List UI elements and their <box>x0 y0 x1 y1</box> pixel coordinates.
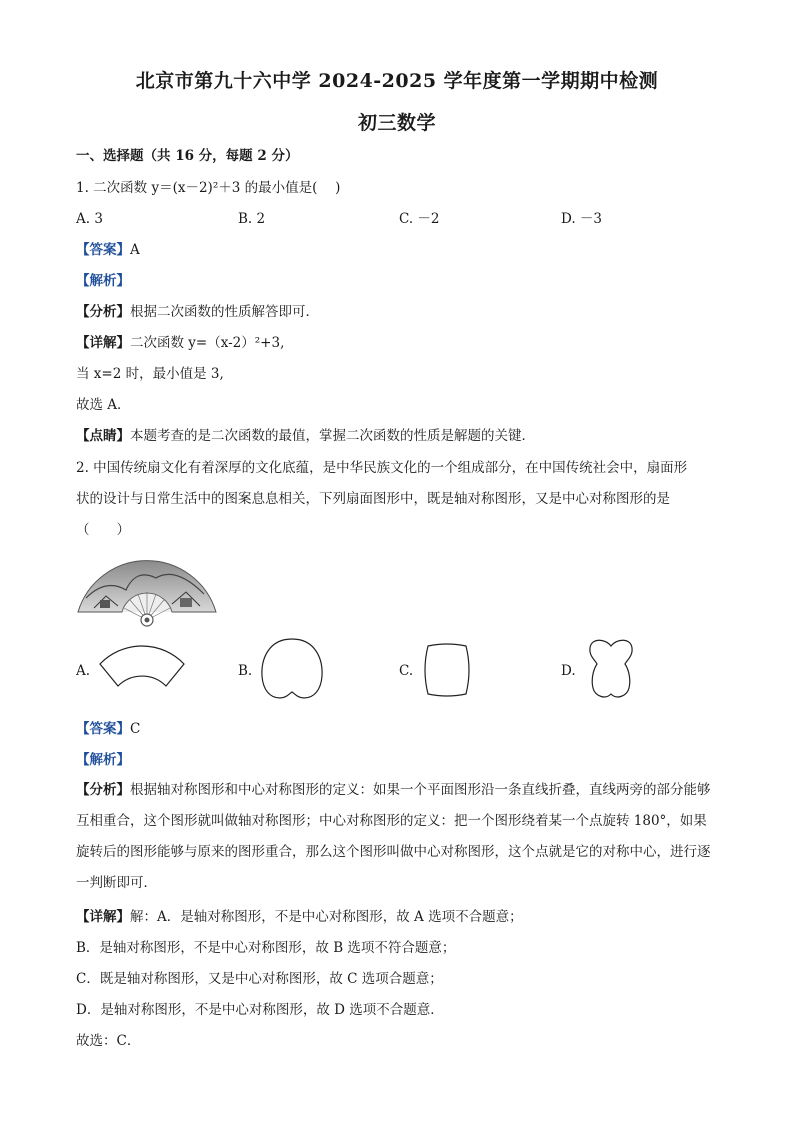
q2-solution-d: D．是轴对称图形，不是中心对称图形，故 D 选项不合题意． <box>76 1002 444 1018</box>
q1-answer-line <box>76 241 140 259</box>
q1-answer: A <box>130 242 140 258</box>
q1-analysis-tag <box>76 272 130 290</box>
q1-fenxi-line <box>76 303 319 321</box>
q2-stem-line3: （ ） <box>76 522 130 538</box>
q1-stem: 1. 二次函数 y＝(x－2)²＋3 的最小值是( ) <box>76 180 341 196</box>
q1-dianjing: 本题考查的是二次函数的最值，掌握二次函数的性质是解题的关键． <box>130 428 535 444</box>
q1-solution-line3: 故选 A． <box>76 397 131 413</box>
fan-shape-b <box>258 636 326 702</box>
q2-option-b-label: B. <box>238 663 253 679</box>
dianjing-tag: 【点睛】 <box>76 428 130 444</box>
q2-option-d-label: D. <box>561 663 576 679</box>
fan-illustration <box>76 548 218 630</box>
fenxi-tag: 【分析】 <box>76 304 130 320</box>
page-subtitle: 初三数学 <box>357 112 436 134</box>
q2-solution-c: C．既是轴对称图形，又是中心对称图形，故 C 选项合题意； <box>76 971 443 987</box>
fan-shape-c <box>422 642 472 698</box>
q1-xiangjie: 二次函数 y=（x-2）²+3, <box>130 335 285 351</box>
answer-tag: 【答案】 <box>76 721 130 737</box>
answer-tag: 【答案】 <box>76 242 130 258</box>
xiangjie-tag: 【详解】 <box>76 335 130 351</box>
q2-stem-line1: 2. 中国传统扇文化有着深厚的文化底蕴，是中华民族文化的一个组成部分，在中国传统社会中，扇面形 <box>76 460 688 476</box>
q2-solution-b: B．是轴对称图形，不是中心对称图形，故 B 选项不符合题意； <box>76 940 456 956</box>
q2-xiangjie-line <box>76 908 523 926</box>
q2-xiangjie: 解：A．是轴对称图形，不是中心对称图形，故 A 选项不合题意； <box>130 909 523 925</box>
q2-option-c-label: C. <box>399 663 414 679</box>
q2-answer: C <box>130 721 141 737</box>
analysis-tag: 【解析】 <box>76 273 130 289</box>
page-title: 北京市第九十六中学 2024-2025 学年度第一学期期中检测 <box>135 70 659 92</box>
q1-dianjing-line <box>76 427 535 445</box>
q1-option-d: D. －3 <box>561 211 603 227</box>
fan-shape-d <box>583 636 639 702</box>
q2-fenxi-paragraph <box>76 775 720 899</box>
q1-option-a: A. 3 <box>76 211 103 227</box>
q1-option-b: B. 2 <box>238 211 266 227</box>
q1-fenxi: 根据二次函数的性质解答即可． <box>130 304 319 320</box>
xiangjie-tag: 【详解】 <box>76 909 130 925</box>
q2-answer-line <box>76 720 140 738</box>
q2-stem-line2: 状的设计与日常生活中的图案息息相关，下列扇面图形中，既是轴对称图形，又是中心对称图形的是 <box>76 491 670 507</box>
fenxi-tag: 【分析】 <box>76 782 130 798</box>
q1-xiangjie-line <box>76 334 284 352</box>
q2-fenxi: 根据轴对称图形和中心对称图形的定义：如果一个平面图形沿一条直线折叠，直线两旁的部分能够互相重合，这个图形就叫做轴对称图形；中心对称图形的定义：把一个图形绕着某一个点旋转 180°，如果旋转后的图形能够与原来的图形重合，那么这个图形叫做中心对称图形，这个点就是它的对称中心，进行逐一判断即可． <box>76 782 711 891</box>
q2-final-choice: 故选：C． <box>76 1033 141 1049</box>
q2-option-a-label: A. <box>76 663 91 679</box>
q1-option-c: C. －2 <box>399 211 440 227</box>
fan-shape-a <box>98 642 186 690</box>
q1-solution-line2: 当 x=2 时，最小值是 3, <box>76 366 224 382</box>
q2-analysis-tag <box>76 751 130 769</box>
analysis-tag: 【解析】 <box>76 752 130 768</box>
section-heading: 一、选择题（共 16 分，每题 2 分） <box>76 148 299 164</box>
